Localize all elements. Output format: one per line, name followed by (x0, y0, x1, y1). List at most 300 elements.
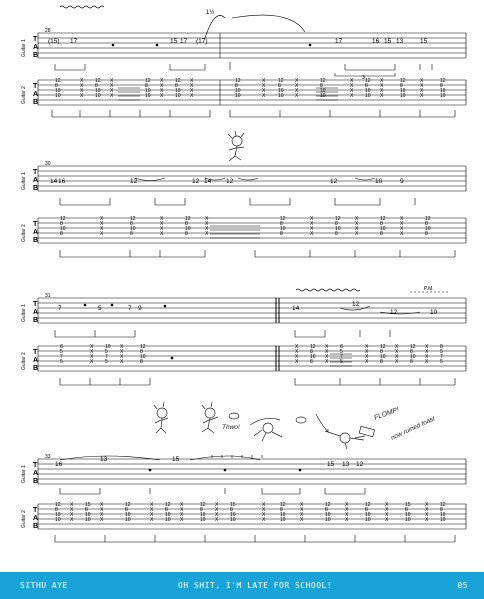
tab-chord-fret: X (365, 359, 369, 365)
tab-chord-fret: X (345, 502, 349, 508)
tab-chord-fret: X (190, 78, 194, 84)
tab-note: 16 (58, 178, 66, 185)
tab-chord-fret: 10 (405, 512, 411, 518)
tab-chord-fret: X (420, 93, 424, 99)
tab-chord-fret: 10 (335, 226, 341, 232)
tab-note: 12 (390, 309, 398, 316)
tab-chord-fret: 12 (95, 78, 101, 84)
tab-chord-fret: X (262, 507, 266, 513)
tab-chord-fret: X (215, 507, 219, 513)
svg-text:T: T (33, 169, 38, 176)
tab-chord-fret: X (395, 349, 399, 355)
svg-text:B: B (33, 523, 39, 530)
tab-chord-fret: X (262, 93, 266, 99)
tab-chord-fret: 10 (380, 354, 386, 360)
tab-chord-fret: 8 (55, 507, 58, 513)
tab-chord-fret: X (345, 512, 349, 518)
tab-chord-fret: X (420, 88, 424, 94)
tab-chord-fret: 8 (425, 221, 428, 227)
tab-chord-fret: X (425, 354, 429, 360)
tab-chord-fret: 8 (60, 344, 63, 350)
tab-chord-fret: X (90, 354, 94, 360)
tab-chord-fret: 12 (380, 344, 386, 350)
tab-chord-fret: X (355, 221, 359, 227)
tab-chord-fret: 10 (365, 517, 371, 523)
tab-chord-fret: 12 (440, 502, 446, 508)
tab-chord-fret: X (120, 359, 124, 365)
tab-chord-fret: X (110, 88, 114, 94)
tab-chord-fret: 10 (95, 88, 101, 94)
tab-chord-fret: X (120, 344, 124, 350)
guitar-labels (21, 39, 27, 528)
tab-chord-fret: 10 (125, 517, 131, 523)
tab-chord-fret: 12 (325, 502, 331, 508)
tab-clef (33, 221, 38, 244)
tab-chord-fret: X (420, 83, 424, 89)
tab-chord-fret: X (215, 517, 219, 523)
tab-chord-fret: X (205, 221, 209, 227)
svg-text:A: A (33, 44, 39, 51)
tab-chord-fret: 10 (365, 512, 371, 518)
tab-chord-fret: X (425, 512, 429, 518)
tab-chord-fret: X (350, 78, 354, 84)
tab-chord-fret: 8 (60, 231, 63, 237)
tab-chord-fret: 8 (380, 231, 383, 237)
tab-chord-fret: 8 (235, 83, 238, 89)
vibrato-mark (60, 6, 104, 8)
tab-chord-fret: 5 (105, 359, 108, 365)
svg-text:A: A (33, 91, 39, 98)
bend-label: 1½ (206, 10, 215, 16)
tab-chord-fret: X (425, 359, 429, 365)
tab-note: 12 (130, 178, 138, 185)
tab-chord-fret: X (100, 517, 104, 523)
tab-chord-fret: X (150, 502, 154, 508)
tab-chord-fret: 8 (95, 83, 98, 89)
tab-chord-fret: 8 (230, 507, 233, 513)
comic-sfx-1: Thwo! (222, 424, 240, 431)
svg-text:A: A (33, 515, 39, 522)
footer-page-number: 05 (457, 581, 468, 590)
guitar2-label-s1: Guitar 2 (21, 86, 27, 104)
tab-chord-fret: 8 (380, 349, 383, 355)
tab-chord-fret: 12 (310, 344, 316, 350)
tab-chord-fret: X (355, 216, 359, 222)
tab-chord-fret: X (70, 502, 74, 508)
tab-note: 16 (372, 38, 380, 45)
tab-chord-fret: X (80, 78, 84, 84)
tab-chord-fret: 8 (280, 231, 283, 237)
tab-note: 15 (172, 456, 180, 463)
svg-text:T: T (33, 301, 38, 308)
tab-chord-fret: 8 (85, 507, 88, 513)
palm-mute-label: P.M. (424, 286, 434, 292)
tab-note: 12 (356, 461, 364, 468)
tab-note: 15 (420, 38, 428, 45)
tab-chord-fret: X (295, 354, 299, 360)
guitar2-label-s2: Guitar 2 (21, 224, 27, 242)
tab-note: 10 (375, 178, 383, 185)
system-3 (38, 289, 466, 385)
tab-chord-fret: 8 (405, 507, 408, 513)
tab-chord-fret: X (350, 83, 354, 89)
tab-chord-fret: 10 (145, 88, 151, 94)
svg-text:A: A (33, 229, 39, 236)
tab-chord-fret: X (120, 349, 124, 355)
tab-chord-fret: X (425, 517, 429, 523)
tab-chord-fret: 12 (200, 502, 206, 508)
tab-chord-fret: 12 (185, 216, 191, 222)
tab-chord-fret: X (80, 93, 84, 99)
svg-text:A: A (33, 309, 39, 316)
tab-chord-fret: X (205, 231, 209, 237)
tab-chord-fret: X (395, 344, 399, 350)
tab-chord-fret: X (295, 78, 299, 84)
system-1 (38, 6, 466, 117)
tab-chord-fret: 10 (235, 93, 241, 99)
tab-chord-fret: X (295, 344, 299, 350)
tab-chord-fret: X (300, 502, 304, 508)
tab-chord-fret: 8 (140, 359, 143, 365)
tab-chord-fret: X (310, 226, 314, 232)
tab-chord-fret: 8 (145, 83, 148, 89)
tab-chord-fret: 7 (340, 354, 343, 360)
tab-clef (33, 349, 38, 372)
tab-chord-fret: 15 (405, 502, 411, 508)
tab-note: 12 (226, 178, 234, 185)
tab-chord-fret: X (365, 349, 369, 355)
tab-chord-fret: X (385, 507, 389, 513)
svg-text:T: T (33, 462, 38, 469)
tab-chord-fret: 10 (130, 226, 136, 232)
tab-note: 17 (70, 38, 78, 45)
tab-chord-fret: X (310, 216, 314, 222)
tab-chord-fret: X (365, 344, 369, 350)
tab-chord-fret: 12 (400, 78, 406, 84)
tab-chord-fret: X (160, 88, 164, 94)
svg-text:T: T (33, 83, 38, 90)
svg-text:T: T (33, 349, 38, 356)
tab-chord-fret: 10 (175, 93, 181, 99)
comic-illustration (154, 131, 375, 449)
tab-chord-fret: X (355, 226, 359, 232)
tab-chord-fret: 8 (410, 349, 413, 355)
tab-chord-fret: X (215, 512, 219, 518)
tab-chord-fret: X (380, 93, 384, 99)
tab-chord-fret: 12 (280, 502, 286, 508)
tab-chord-fret: 10 (320, 93, 326, 99)
tab-chord-fret: 8 (280, 507, 283, 513)
svg-text:A: A (33, 177, 39, 184)
tab-clef (33, 83, 38, 106)
tab-clef (33, 462, 38, 485)
tab-chord-fret: 10 (278, 88, 284, 94)
tab-chord-fret: 10 (200, 517, 206, 523)
tab-chord-fret: 10 (125, 512, 131, 518)
tab-chord-fret: X (385, 502, 389, 508)
tab-chord-fret: X (400, 221, 404, 227)
tab-chord-fret: 15 (85, 502, 91, 508)
tab-note: 13 (396, 38, 404, 45)
tab-chord-fret: 10 (85, 512, 91, 518)
tab-chord-fret: 8 (125, 507, 128, 513)
tab-note: 17 (335, 38, 343, 45)
tab-chord-fret: X (100, 221, 104, 227)
tab-chord-fret: 10 (405, 517, 411, 523)
tab-clef (33, 301, 38, 324)
tab-chord-fret: X (100, 216, 104, 222)
tab-chord-fret: 10 (440, 517, 446, 523)
tab-chord-fret: X (400, 231, 404, 237)
tab-note: 12 (192, 178, 200, 185)
tab-chord-fret: 10 (55, 512, 61, 518)
tab-note: 12 (330, 178, 338, 185)
svg-text:T: T (33, 36, 38, 43)
tab-chord-fret: 5 (105, 349, 108, 355)
tab-chord-fret: X (380, 78, 384, 84)
guitar1-label-s2: Guitar 1 (21, 172, 27, 190)
tab-chord-fret: 10 (325, 512, 331, 518)
guitar1-label-s3: Guitar 1 (21, 304, 27, 322)
tab-chord-fret: 10 (400, 93, 406, 99)
tab-chord-fret: 8 (410, 359, 413, 365)
tab-chord-fret: X (395, 354, 399, 360)
tab-chord-fret: X (190, 93, 194, 99)
tab-chord-fret: X (295, 88, 299, 94)
tab-chord-fret: 10 (55, 93, 61, 99)
tab-chord-fret: 10 (105, 344, 111, 350)
tab-note: 12 (352, 301, 360, 308)
tab-chord-fret: X (425, 507, 429, 513)
tab-chord-fret: X (180, 502, 184, 508)
tab-chord-fret: X (90, 359, 94, 365)
tab-chord-fret: X (100, 231, 104, 237)
tab-chord-fret: X (380, 88, 384, 94)
tab-chord-fret: X (70, 507, 74, 513)
tab-chord-fret: 8 (380, 359, 383, 365)
tab-chord-fret: 8 (280, 221, 283, 227)
tab-chord-fret: 12 (410, 344, 416, 350)
tab-chord-fret: 12 (278, 78, 284, 84)
tab-chord-fret: X (400, 216, 404, 222)
svg-text:B: B (33, 365, 39, 372)
tab-chord-fret: 10 (165, 517, 171, 523)
tab-chord-fret: X (120, 354, 124, 360)
tab-chord-fret: 8 (60, 221, 63, 227)
tab-chord-fret: 12 (335, 216, 341, 222)
tab-chord-fret: 12 (440, 78, 446, 84)
tab-chord-fret: 8 (278, 83, 281, 89)
svg-text:A: A (33, 357, 39, 364)
tab-chord-fret: X (310, 231, 314, 237)
tab-chord-fret: 10 (230, 512, 236, 518)
tab-chord-fret: 7 (105, 354, 108, 360)
tab-chord-fret: X (385, 517, 389, 523)
tab-chord-fret: 12 (145, 78, 151, 84)
guitar2-label-s4: Guitar 2 (21, 510, 27, 528)
tab-chord-fret: 10 (235, 88, 241, 94)
tab-chord-fret: 8 (310, 359, 313, 365)
tab-note: 15 (327, 461, 335, 468)
tab-chord-fret: 10 (410, 354, 416, 360)
tab-chord-fret: X (295, 83, 299, 89)
tab-note: 13 (342, 461, 350, 468)
tab-chord-fret: X (350, 93, 354, 99)
tab-chord-fret: 10 (185, 226, 191, 232)
tab-chord-fret: 8 (130, 221, 133, 227)
tab-chord-fret: 8 (340, 344, 343, 350)
measure-number-30: 30 (45, 161, 51, 167)
tab-chord-fret: X (70, 517, 74, 523)
tab-chord-fret: X (262, 512, 266, 518)
tab-chord-fret: 8 (140, 349, 143, 355)
tab-chord-fret: X (345, 517, 349, 523)
tab-note: 9 (138, 305, 142, 312)
tab-chord-fret: 12 (55, 78, 61, 84)
tab-chord-fret: X (205, 216, 209, 222)
tab-chord-fret: X (110, 78, 114, 84)
tab-chord-fret: X (295, 93, 299, 99)
tab-note: 5 (98, 305, 102, 312)
tab-chord-fret: X (180, 512, 184, 518)
vibrato-mark-2 (296, 289, 360, 291)
tab-chord-fret: X (295, 359, 299, 365)
tab-chord-fret: X (80, 88, 84, 94)
tab-chord-fret: 10 (60, 226, 66, 232)
comic-sfx-2: FLOMP! (373, 406, 401, 422)
tab-chord-fret: 8 (425, 231, 428, 237)
tab-chord-fret: X (100, 512, 104, 518)
tab-chord-fret: X (70, 512, 74, 518)
tab-chord-fret: X (262, 502, 266, 508)
svg-text:B: B (33, 185, 39, 192)
tab-chord-fret: X (325, 359, 329, 365)
tab-note: 15 (170, 38, 178, 45)
tab-chord-fret: 12 (175, 78, 181, 84)
tab-chord-fret: 7 (60, 354, 63, 360)
tab-chord-fret: 8 (400, 83, 403, 89)
tab-chord-fret: X (365, 354, 369, 360)
tab-chord-fret: 10 (310, 354, 316, 360)
tab-chord-fret: 8 (185, 231, 188, 237)
tab-chord-fret: X (215, 502, 219, 508)
tab-note: (15) (48, 38, 60, 45)
tab-chord-fret: X (160, 221, 164, 227)
tab-chord-fret: X (205, 226, 209, 232)
tab-clefs (33, 36, 38, 530)
tab-note: 10 (430, 309, 438, 316)
tab-chord-fret: 7 (440, 354, 443, 360)
tab-chord-fret: X (345, 507, 349, 513)
tab-chord-fret: 10 (280, 512, 286, 518)
tab-note: 7 (58, 305, 62, 312)
tab-chord-fret: 8 (310, 349, 313, 355)
svg-text:B: B (33, 237, 39, 244)
tab-note: 14 (204, 178, 212, 185)
tab-chord-fret: X (425, 502, 429, 508)
tab-chord-fret: 5 (440, 349, 443, 355)
tab-note: 16 (55, 461, 63, 468)
tab-clef (33, 36, 38, 59)
footer-title: OH SHIT, I'M LATE FOR SCHOOL! (178, 581, 333, 590)
g1-notes (48, 38, 438, 468)
tab-chord-fret: X (110, 93, 114, 99)
tab-chord-fret: X (100, 507, 104, 513)
tab-chord-fret: 10 (55, 517, 61, 523)
tab-chord-fret: 10 (85, 517, 91, 523)
tab-chord-fret: 10 (365, 88, 371, 94)
tab-chord-fret: 8 (365, 83, 368, 89)
tab-chord-fret: X (160, 231, 164, 237)
tab-chord-fret: X (300, 517, 304, 523)
guitar1-label-s1: Guitar 1 (21, 39, 27, 57)
tab-chord-fret: X (355, 231, 359, 237)
tab-chord-fret: X (100, 226, 104, 232)
tuplet-number: 3 (362, 75, 365, 81)
tab-chord-fret: 10 (280, 226, 286, 232)
tab-chord-fret: 8 (185, 221, 188, 227)
svg-text:B: B (33, 99, 39, 106)
measure-number-33: 33 (45, 454, 51, 460)
tab-chord-fret: 8 (365, 507, 368, 513)
tab-chord-fret: 12 (280, 216, 286, 222)
tab-chord-fret: X (310, 221, 314, 227)
bend-arrow-1 (205, 16, 225, 39)
tab-chord-fret: X (180, 517, 184, 523)
svg-text:T: T (33, 507, 38, 514)
tab-chord-fret: 10 (175, 88, 181, 94)
tab-chord-fret: X (150, 517, 154, 523)
tab-chord-fret: 10 (278, 93, 284, 99)
tab-chord-fret: X (380, 83, 384, 89)
tab-chord-fret: X (160, 83, 164, 89)
tab-chord-fret: 5 (60, 349, 63, 355)
tab-chord-fret: X (400, 226, 404, 232)
comic-caption: now ruined toast (389, 415, 437, 442)
tab-chord-fret: 12 (425, 216, 431, 222)
tab-chord-fret: X (160, 93, 164, 99)
tab-chord-fret: 10 (440, 93, 446, 99)
svg-text:B: B (33, 478, 39, 485)
svg-text:A: A (33, 470, 39, 477)
tab-chord-fret: 8 (320, 83, 323, 89)
tab-chord-fret: X (300, 512, 304, 518)
tab-chord-fret: 8 (200, 507, 203, 513)
tab-chord-fret: 5 (340, 359, 343, 365)
tab-chord-fret: X (262, 78, 266, 84)
tab-chord-fret: 8 (175, 83, 178, 89)
tab-chord-fret: 10 (320, 88, 326, 94)
tab-clef (33, 169, 38, 192)
tab-chord-fret: X (325, 354, 329, 360)
tab-chord-fret: 12 (125, 502, 131, 508)
tab-chord-fret: X (425, 349, 429, 355)
tab-chord-fret: X (150, 507, 154, 513)
tab-chord-fret: 12 (60, 216, 66, 222)
tab-chord-fret: X (180, 507, 184, 513)
tab-chord-fret: 10 (95, 93, 101, 99)
tab-chord-fret: X (90, 349, 94, 355)
tab-chord-fret: 10 (440, 88, 446, 94)
tab-chord-fret: 10 (280, 517, 286, 523)
tab-chord-fret: X (420, 78, 424, 84)
tab-note: 17 (180, 38, 188, 45)
tab-chord-fret: X (262, 517, 266, 523)
svg-text:T: T (33, 221, 38, 228)
svg-text:B: B (33, 317, 39, 324)
tab-note: 13 (100, 456, 108, 463)
tab-chord-fret: 8 (440, 83, 443, 89)
